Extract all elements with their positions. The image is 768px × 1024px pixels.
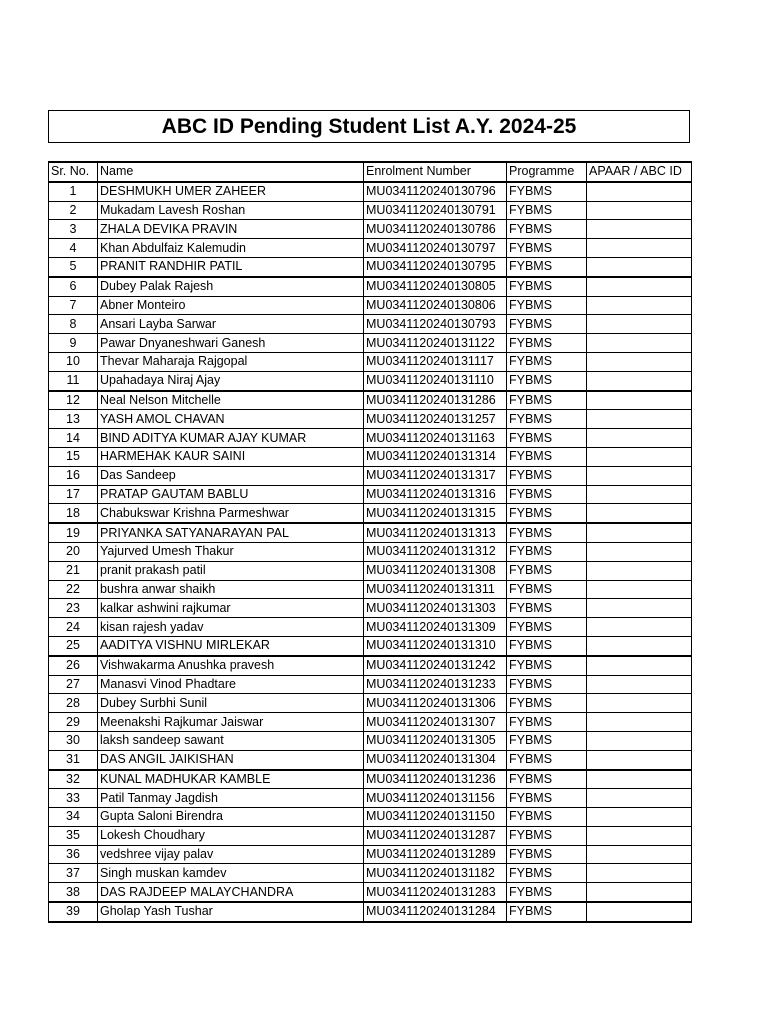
enrolment-number-cell: MU0341120240131305 xyxy=(364,731,507,750)
name-cell: kisan rajesh yadav xyxy=(98,618,364,637)
table-row xyxy=(49,580,692,599)
name-cell: Neal Nelson Mitchelle xyxy=(98,391,364,410)
table-row xyxy=(49,826,692,845)
sr-no-cell: 4 xyxy=(49,239,98,258)
table-row xyxy=(49,694,692,713)
header-programme: Programme xyxy=(507,162,587,182)
table-row xyxy=(49,675,692,694)
table-row xyxy=(49,352,692,371)
programme-cell: FYBMS xyxy=(507,220,587,239)
table-row xyxy=(49,334,692,353)
enrolment-number-cell: MU0341120240130806 xyxy=(364,296,507,315)
name-cell: DAS ANGIL JAIKISHAN xyxy=(98,750,364,769)
name-cell: ZHALA DEVIKA PRAVIN xyxy=(98,220,364,239)
table-row xyxy=(49,466,692,485)
programme-cell: FYBMS xyxy=(507,694,587,713)
sr-no-cell: 16 xyxy=(49,466,98,485)
sr-no-cell: 19 xyxy=(49,523,98,542)
apaar-abc-id-cell xyxy=(587,315,692,334)
table-row xyxy=(49,883,692,902)
name-cell: bushra anwar shaikh xyxy=(98,580,364,599)
sr-no-cell: 23 xyxy=(49,599,98,618)
sr-no-cell: 13 xyxy=(49,410,98,429)
table-row xyxy=(49,731,692,750)
table-row xyxy=(49,656,692,675)
enrolment-number-cell: MU0341120240131257 xyxy=(364,410,507,429)
programme-cell: FYBMS xyxy=(507,410,587,429)
enrolment-number-cell: MU0341120240131304 xyxy=(364,750,507,769)
table-row xyxy=(49,296,692,315)
table-row xyxy=(49,504,692,523)
table-row xyxy=(49,429,692,448)
apaar-abc-id-cell xyxy=(587,731,692,750)
enrolment-number-cell: MU0341120240131306 xyxy=(364,694,507,713)
apaar-abc-id-cell xyxy=(587,656,692,675)
programme-cell: FYBMS xyxy=(507,636,587,655)
enrolment-number-cell: MU0341120240131303 xyxy=(364,599,507,618)
enrolment-number-cell: MU0341120240131242 xyxy=(364,656,507,675)
apaar-abc-id-cell xyxy=(587,808,692,827)
programme-cell: FYBMS xyxy=(507,789,587,808)
name-cell: Patil Tanmay Jagdish xyxy=(98,789,364,808)
table-row xyxy=(49,561,692,580)
sr-no-cell: 39 xyxy=(49,902,98,922)
name-cell: HARMEHAK KAUR SAINI xyxy=(98,447,364,466)
enrolment-number-cell: MU0341120240130786 xyxy=(364,220,507,239)
sr-no-cell: 9 xyxy=(49,334,98,353)
name-cell: PRATAP GAUTAM BABLU xyxy=(98,485,364,504)
apaar-abc-id-cell xyxy=(587,599,692,618)
table-row xyxy=(49,770,692,789)
enrolment-number-cell: MU0341120240131150 xyxy=(364,808,507,827)
programme-cell: FYBMS xyxy=(507,257,587,276)
programme-cell: FYBMS xyxy=(507,466,587,485)
header-name: Name xyxy=(98,162,364,182)
sr-no-cell: 20 xyxy=(49,542,98,561)
table-row xyxy=(49,636,692,655)
name-cell: Ansari Layba Sarwar xyxy=(98,315,364,334)
enrolment-number-cell: MU0341120240131182 xyxy=(364,864,507,883)
enrolment-number-cell: MU0341120240130793 xyxy=(364,315,507,334)
name-cell: Meenakshi Rajkumar Jaiswar xyxy=(98,713,364,732)
enrolment-number-cell: MU0341120240131156 xyxy=(364,789,507,808)
sr-no-cell: 8 xyxy=(49,315,98,334)
programme-cell: FYBMS xyxy=(507,277,587,296)
sr-no-cell: 14 xyxy=(49,429,98,448)
programme-cell: FYBMS xyxy=(507,656,587,675)
sr-no-cell: 33 xyxy=(49,789,98,808)
sr-no-cell: 31 xyxy=(49,750,98,769)
apaar-abc-id-cell xyxy=(587,239,692,258)
name-cell: AADITYA VISHNU MIRLEKAR xyxy=(98,636,364,655)
programme-cell: FYBMS xyxy=(507,315,587,334)
apaar-abc-id-cell xyxy=(587,296,692,315)
sr-no-cell: 28 xyxy=(49,694,98,713)
programme-cell: FYBMS xyxy=(507,429,587,448)
programme-cell: FYBMS xyxy=(507,864,587,883)
table-row xyxy=(49,808,692,827)
enrolment-number-cell: MU0341120240131286 xyxy=(364,391,507,410)
name-cell: BIND ADITYA KUMAR AJAY KUMAR xyxy=(98,429,364,448)
enrolment-number-cell: MU0341120240131287 xyxy=(364,826,507,845)
apaar-abc-id-cell xyxy=(587,220,692,239)
table-row xyxy=(49,789,692,808)
apaar-abc-id-cell xyxy=(587,371,692,390)
apaar-abc-id-cell xyxy=(587,466,692,485)
enrolment-number-cell: MU0341120240131311 xyxy=(364,580,507,599)
sr-no-cell: 15 xyxy=(49,447,98,466)
enrolment-number-cell: MU0341120240131310 xyxy=(364,636,507,655)
table-row xyxy=(49,599,692,618)
programme-cell: FYBMS xyxy=(507,713,587,732)
apaar-abc-id-cell xyxy=(587,485,692,504)
table-row xyxy=(49,447,692,466)
programme-cell: FYBMS xyxy=(507,580,587,599)
apaar-abc-id-cell xyxy=(587,750,692,769)
apaar-abc-id-cell xyxy=(587,902,692,922)
programme-cell: FYBMS xyxy=(507,845,587,864)
table-row xyxy=(49,845,692,864)
enrolment-number-cell: MU0341120240131283 xyxy=(364,883,507,902)
table-row xyxy=(49,902,692,922)
name-cell: PRIYANKA SATYANARAYAN PAL xyxy=(98,523,364,542)
apaar-abc-id-cell xyxy=(587,789,692,808)
apaar-abc-id-cell xyxy=(587,277,692,296)
programme-cell: FYBMS xyxy=(507,599,587,618)
enrolment-number-cell: MU0341120240131314 xyxy=(364,447,507,466)
apaar-abc-id-cell xyxy=(587,580,692,599)
header-enrolment-number: Enrolment Number xyxy=(364,162,507,182)
name-cell: kalkar ashwini rajkumar xyxy=(98,599,364,618)
name-cell: pranit prakash patil xyxy=(98,561,364,580)
enrolment-number-cell: MU0341120240131289 xyxy=(364,845,507,864)
table-row xyxy=(49,220,692,239)
name-cell: Gholap Yash Tushar xyxy=(98,902,364,922)
sr-no-cell: 3 xyxy=(49,220,98,239)
sr-no-cell: 25 xyxy=(49,636,98,655)
apaar-abc-id-cell xyxy=(587,201,692,220)
sr-no-cell: 1 xyxy=(49,182,98,201)
programme-cell: FYBMS xyxy=(507,182,587,201)
enrolment-number-cell: MU0341120240130797 xyxy=(364,239,507,258)
table-row xyxy=(49,713,692,732)
sr-no-cell: 36 xyxy=(49,845,98,864)
programme-cell: FYBMS xyxy=(507,902,587,922)
sr-no-cell: 34 xyxy=(49,808,98,827)
sr-no-cell: 11 xyxy=(49,371,98,390)
sr-no-cell: 10 xyxy=(49,352,98,371)
table-row xyxy=(49,277,692,296)
programme-cell: FYBMS xyxy=(507,675,587,694)
name-cell: Das Sandeep xyxy=(98,466,364,485)
sr-no-cell: 30 xyxy=(49,731,98,750)
enrolment-number-cell: MU0341120240131122 xyxy=(364,334,507,353)
sr-no-cell: 32 xyxy=(49,770,98,789)
programme-cell: FYBMS xyxy=(507,750,587,769)
name-cell: Dubey Surbhi Sunil xyxy=(98,694,364,713)
name-cell: Upahadaya Niraj Ajay xyxy=(98,371,364,390)
enrolment-number-cell: MU0341120240131312 xyxy=(364,542,507,561)
name-cell: DAS RAJDEEP MALAYCHANDRA xyxy=(98,883,364,902)
sr-no-cell: 26 xyxy=(49,656,98,675)
table-row xyxy=(49,410,692,429)
apaar-abc-id-cell xyxy=(587,694,692,713)
programme-cell: FYBMS xyxy=(507,334,587,353)
table-row xyxy=(49,201,692,220)
sr-no-cell: 7 xyxy=(49,296,98,315)
sr-no-cell: 6 xyxy=(49,277,98,296)
programme-cell: FYBMS xyxy=(507,523,587,542)
apaar-abc-id-cell xyxy=(587,257,692,276)
enrolment-number-cell: MU0341120240131284 xyxy=(364,902,507,922)
name-cell: DESHMUKH UMER ZAHEER xyxy=(98,182,364,201)
programme-cell: FYBMS xyxy=(507,201,587,220)
table-header xyxy=(49,162,692,182)
programme-cell: FYBMS xyxy=(507,391,587,410)
programme-cell: FYBMS xyxy=(507,883,587,902)
apaar-abc-id-cell xyxy=(587,504,692,523)
sr-no-cell: 17 xyxy=(49,485,98,504)
apaar-abc-id-cell xyxy=(587,864,692,883)
table-row xyxy=(49,315,692,334)
apaar-abc-id-cell xyxy=(587,826,692,845)
name-cell: KUNAL MADHUKAR KAMBLE xyxy=(98,770,364,789)
name-cell: Singh muskan kamdev xyxy=(98,864,364,883)
name-cell: Mukadam Lavesh Roshan xyxy=(98,201,364,220)
name-cell: Vishwakarma Anushka pravesh xyxy=(98,656,364,675)
table-row xyxy=(49,485,692,504)
programme-cell: FYBMS xyxy=(507,561,587,580)
apaar-abc-id-cell xyxy=(587,429,692,448)
student-table xyxy=(48,161,692,923)
programme-cell: FYBMS xyxy=(507,296,587,315)
programme-cell: FYBMS xyxy=(507,485,587,504)
name-cell: Gupta Saloni Birendra xyxy=(98,808,364,827)
programme-cell: FYBMS xyxy=(507,371,587,390)
name-cell: YASH AMOL CHAVAN xyxy=(98,410,364,429)
apaar-abc-id-cell xyxy=(587,182,692,201)
enrolment-number-cell: MU0341120240131317 xyxy=(364,466,507,485)
name-cell: Thevar Maharaja Rajgopal xyxy=(98,352,364,371)
enrolment-number-cell: MU0341120240131313 xyxy=(364,523,507,542)
table-row xyxy=(49,864,692,883)
table-row xyxy=(49,750,692,769)
name-cell: Abner Monteiro xyxy=(98,296,364,315)
programme-cell: FYBMS xyxy=(507,826,587,845)
apaar-abc-id-cell xyxy=(587,883,692,902)
name-cell: Chabukswar Krishna Parmeshwar xyxy=(98,504,364,523)
programme-cell: FYBMS xyxy=(507,504,587,523)
apaar-abc-id-cell xyxy=(587,770,692,789)
sr-no-cell: 5 xyxy=(49,257,98,276)
programme-cell: FYBMS xyxy=(507,770,587,789)
apaar-abc-id-cell xyxy=(587,675,692,694)
enrolment-number-cell: MU0341120240131308 xyxy=(364,561,507,580)
apaar-abc-id-cell xyxy=(587,352,692,371)
enrolment-number-cell: MU0341120240131236 xyxy=(364,770,507,789)
apaar-abc-id-cell xyxy=(587,845,692,864)
table-row xyxy=(49,257,692,276)
sr-no-cell: 37 xyxy=(49,864,98,883)
name-cell: PRANIT RANDHIR PATIL xyxy=(98,257,364,276)
enrolment-number-cell: MU0341120240131110 xyxy=(364,371,507,390)
programme-cell: FYBMS xyxy=(507,542,587,561)
enrolment-number-cell: MU0341120240131315 xyxy=(364,504,507,523)
programme-cell: FYBMS xyxy=(507,808,587,827)
sr-no-cell: 18 xyxy=(49,504,98,523)
table-row xyxy=(49,542,692,561)
programme-cell: FYBMS xyxy=(507,731,587,750)
apaar-abc-id-cell xyxy=(587,447,692,466)
apaar-abc-id-cell xyxy=(587,713,692,732)
sr-no-cell: 2 xyxy=(49,201,98,220)
name-cell: laksh sandeep sawant xyxy=(98,731,364,750)
enrolment-number-cell: MU0341120240131309 xyxy=(364,618,507,637)
table-row xyxy=(49,523,692,542)
programme-cell: FYBMS xyxy=(507,239,587,258)
enrolment-number-cell: MU0341120240131316 xyxy=(364,485,507,504)
apaar-abc-id-cell xyxy=(587,542,692,561)
enrolment-number-cell: MU0341120240130791 xyxy=(364,201,507,220)
apaar-abc-id-cell xyxy=(587,391,692,410)
page-title: ABC ID Pending Student List A.Y. 2024-25 xyxy=(161,114,577,138)
enrolment-number-cell: MU0341120240131307 xyxy=(364,713,507,732)
name-cell: Manasvi Vinod Phadtare xyxy=(98,675,364,694)
name-cell: Pawar Dnyaneshwari Ganesh xyxy=(98,334,364,353)
name-cell: vedshree vijay palav xyxy=(98,845,364,864)
sr-no-cell: 29 xyxy=(49,713,98,732)
sr-no-cell: 35 xyxy=(49,826,98,845)
title-box xyxy=(48,110,690,143)
sr-no-cell: 24 xyxy=(49,618,98,637)
name-cell: Khan Abdulfaiz Kalemudin xyxy=(98,239,364,258)
sr-no-cell: 21 xyxy=(49,561,98,580)
name-cell: Dubey Palak Rajesh xyxy=(98,277,364,296)
header-sr-no: Sr. No. xyxy=(49,162,98,182)
table-row xyxy=(49,182,692,201)
enrolment-number-cell: MU0341120240131233 xyxy=(364,675,507,694)
sr-no-cell: 22 xyxy=(49,580,98,599)
table-row xyxy=(49,391,692,410)
programme-cell: FYBMS xyxy=(507,352,587,371)
header-apaar-abc-id: APAAR / ABC ID xyxy=(587,162,692,182)
enrolment-number-cell: MU0341120240131117 xyxy=(364,352,507,371)
enrolment-number-cell: MU0341120240130795 xyxy=(364,257,507,276)
apaar-abc-id-cell xyxy=(587,618,692,637)
apaar-abc-id-cell xyxy=(587,523,692,542)
sr-no-cell: 38 xyxy=(49,883,98,902)
programme-cell: FYBMS xyxy=(507,447,587,466)
enrolment-number-cell: MU0341120240131163 xyxy=(364,429,507,448)
header-row xyxy=(49,162,692,182)
apaar-abc-id-cell xyxy=(587,636,692,655)
enrolment-number-cell: MU0341120240130796 xyxy=(364,182,507,201)
name-cell: Lokesh Choudhary xyxy=(98,826,364,845)
table-row xyxy=(49,618,692,637)
table-row xyxy=(49,239,692,258)
programme-cell: FYBMS xyxy=(507,618,587,637)
apaar-abc-id-cell xyxy=(587,561,692,580)
sr-no-cell: 12 xyxy=(49,391,98,410)
table-body xyxy=(49,182,692,922)
apaar-abc-id-cell xyxy=(587,334,692,353)
name-cell: Yajurved Umesh Thakur xyxy=(98,542,364,561)
enrolment-number-cell: MU0341120240130805 xyxy=(364,277,507,296)
table-row xyxy=(49,371,692,390)
apaar-abc-id-cell xyxy=(587,410,692,429)
sr-no-cell: 27 xyxy=(49,675,98,694)
